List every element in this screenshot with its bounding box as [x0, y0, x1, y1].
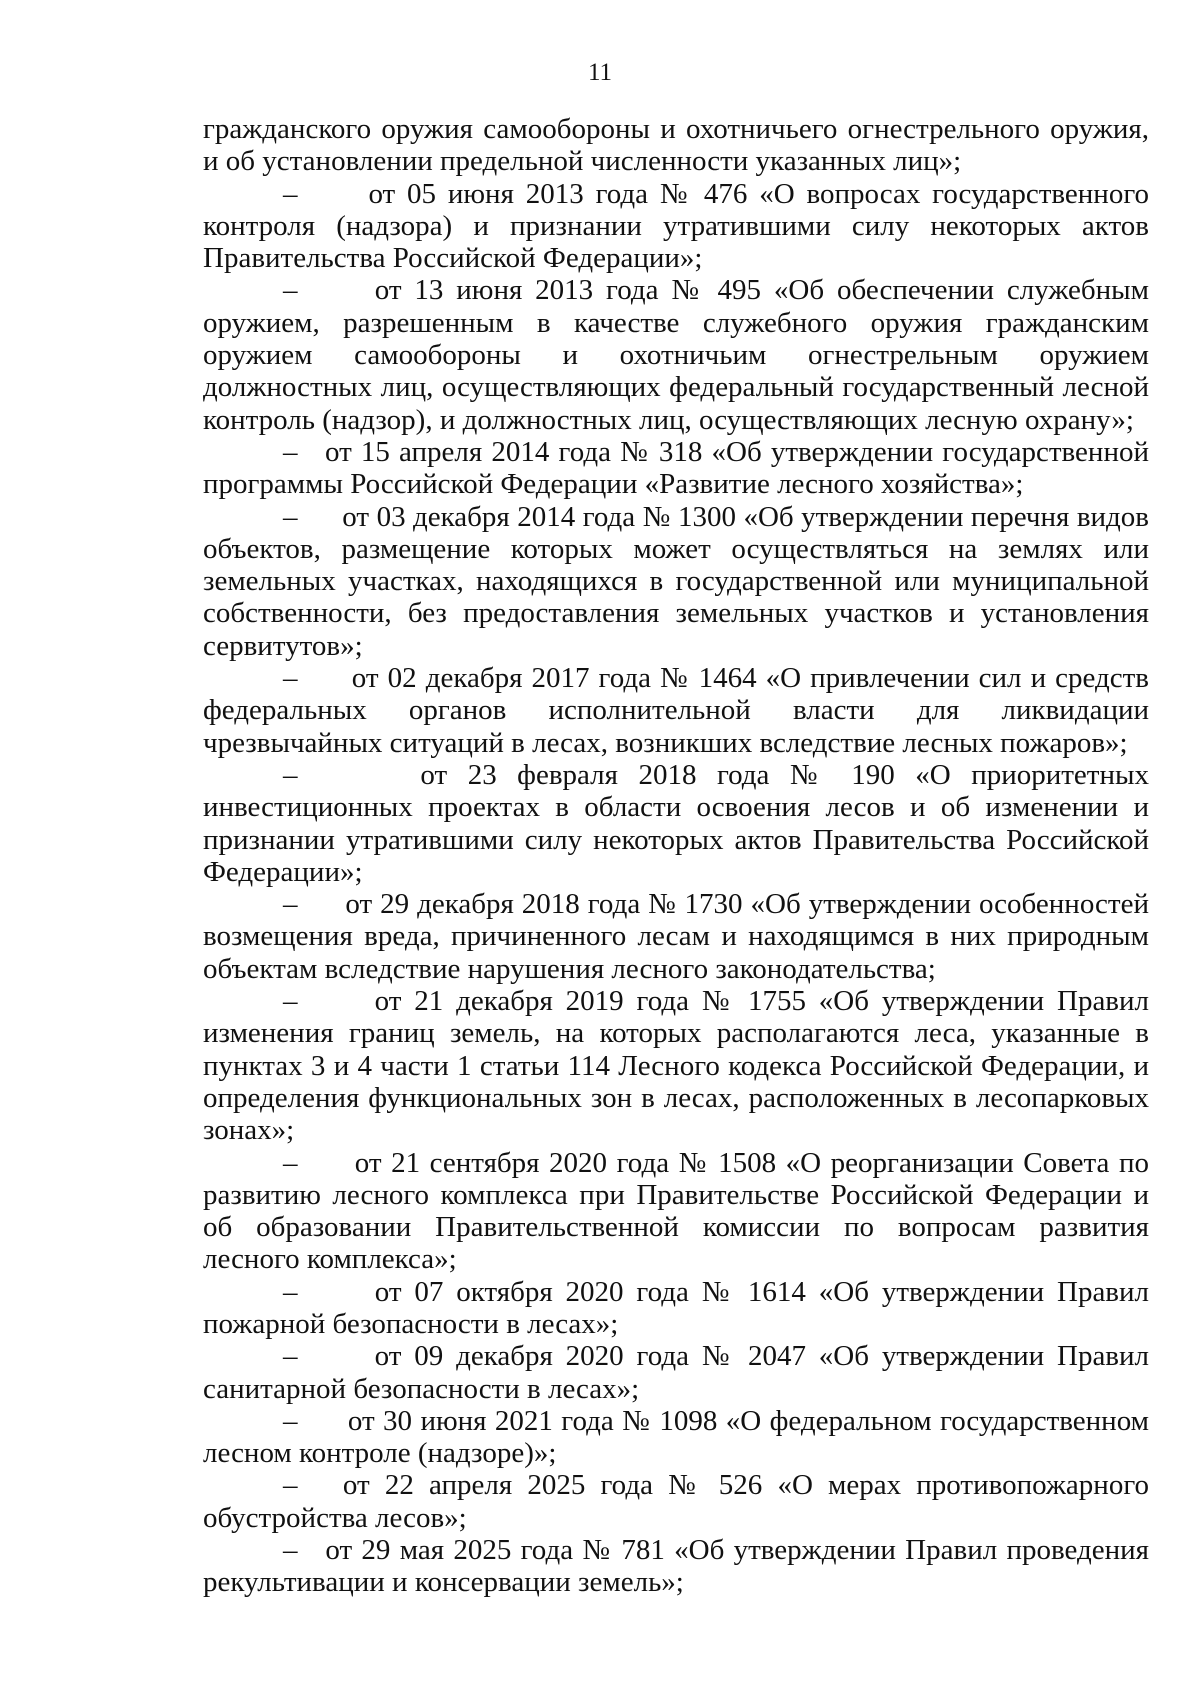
continuation-paragraph: гражданского оружия самообороны и охотничьего огнестрельного оружия, и об установлении предельной численности указанных лиц»;: [203, 113, 1149, 178]
document-body: [203, 113, 1149, 1599]
list-item: – от 07 октября 2020 года № 1614 «Об утверждении Правил пожарной безопасности в лесах»;: [203, 1275, 1149, 1340]
list-item: – от 30 июня 2021 года № 1098 «О федеральном государственном лесном контроле (надзоре)»;: [203, 1404, 1149, 1470]
list-item: – от 21 декабря 2019 года № 1755 «Об утверждении Правил изменения границ земель, на которых располагаются леса, указанные в пунктах 3 и 4 части 1 статьи 114 Лесного кодекса Российской Федерации, и определения функциональных зон в лесах, расположенных в лесопарковых зонах»;: [203, 985, 1149, 1147]
list-item: – от 22 апреля 2025 года № 526 «О мерах противопожарного обустройства лесов»;: [203, 1469, 1149, 1534]
list-item: – от 23 февраля 2018 года № 190 «О приоритетных инвестиционных проектах в области освоения лесов и об изменении и признании утратившими силу некоторых актов Правительства Российской Федерации»;: [203, 758, 1149, 888]
list-item: – от 03 декабря 2014 года № 1300 «Об утверждении перечня видов объектов, размещение которых может осуществляться на землях или земельных участках, находящихся в государственной или муниципальной собственности, без предоставления земельных участков и установления сервитутов»;: [203, 500, 1149, 662]
list-item: – от 21 сентября 2020 года № 1508 «О реорганизации Совета по развитию лесного комплекса при Правительстве Российской Федерации и об образовании Правительственной комиссии по вопросам развития лесного комплекса»;: [203, 1146, 1149, 1276]
list-item: – от 29 мая 2025 года № 781 «Об утверждении Правил проведения рекультивации и консервации земель»;: [203, 1534, 1149, 1599]
list-item: – от 05 июня 2013 года № 476 «О вопросах государственного контроля (надзора) и признании утратившими силу некоторых актов Правительства Российской Федерации»;: [203, 177, 1149, 275]
list-item: – от 29 декабря 2018 года № 1730 «Об утверждении особенностей возмещения вреда, причиненного лесам и находящимся в них природным объектам вследствие нарушения лесного законодательства;: [203, 888, 1149, 985]
page-number: 11: [587, 59, 613, 86]
list-item: – от 02 декабря 2017 года № 1464 «О привлечении сил и средств федеральных органов исполнительной власти для ликвидации чрезвычайных ситуаций в лесах, возникших вследствие лесных пожаров»;: [203, 662, 1149, 759]
list-item: – от 13 июня 2013 года № 495 «Об обеспечении служебным оружием, разрешенным в качестве служебного оружия гражданским оружием самообороны и охотничьим огнестрельным оружием должностных лиц, осуществляющих федеральный государственный лесной контроль (надзор), и должностных лиц, осуществляющих лесную охрану»;: [203, 274, 1149, 436]
list-item: – от 15 апреля 2014 года № 318 «Об утверждении государственной программы Российской Федерации «Развитие лесного хозяйства»;: [203, 435, 1149, 501]
list-item: – от 09 декабря 2020 года № 2047 «Об утверждении Правил санитарной безопасности в лесах»;: [203, 1340, 1149, 1405]
